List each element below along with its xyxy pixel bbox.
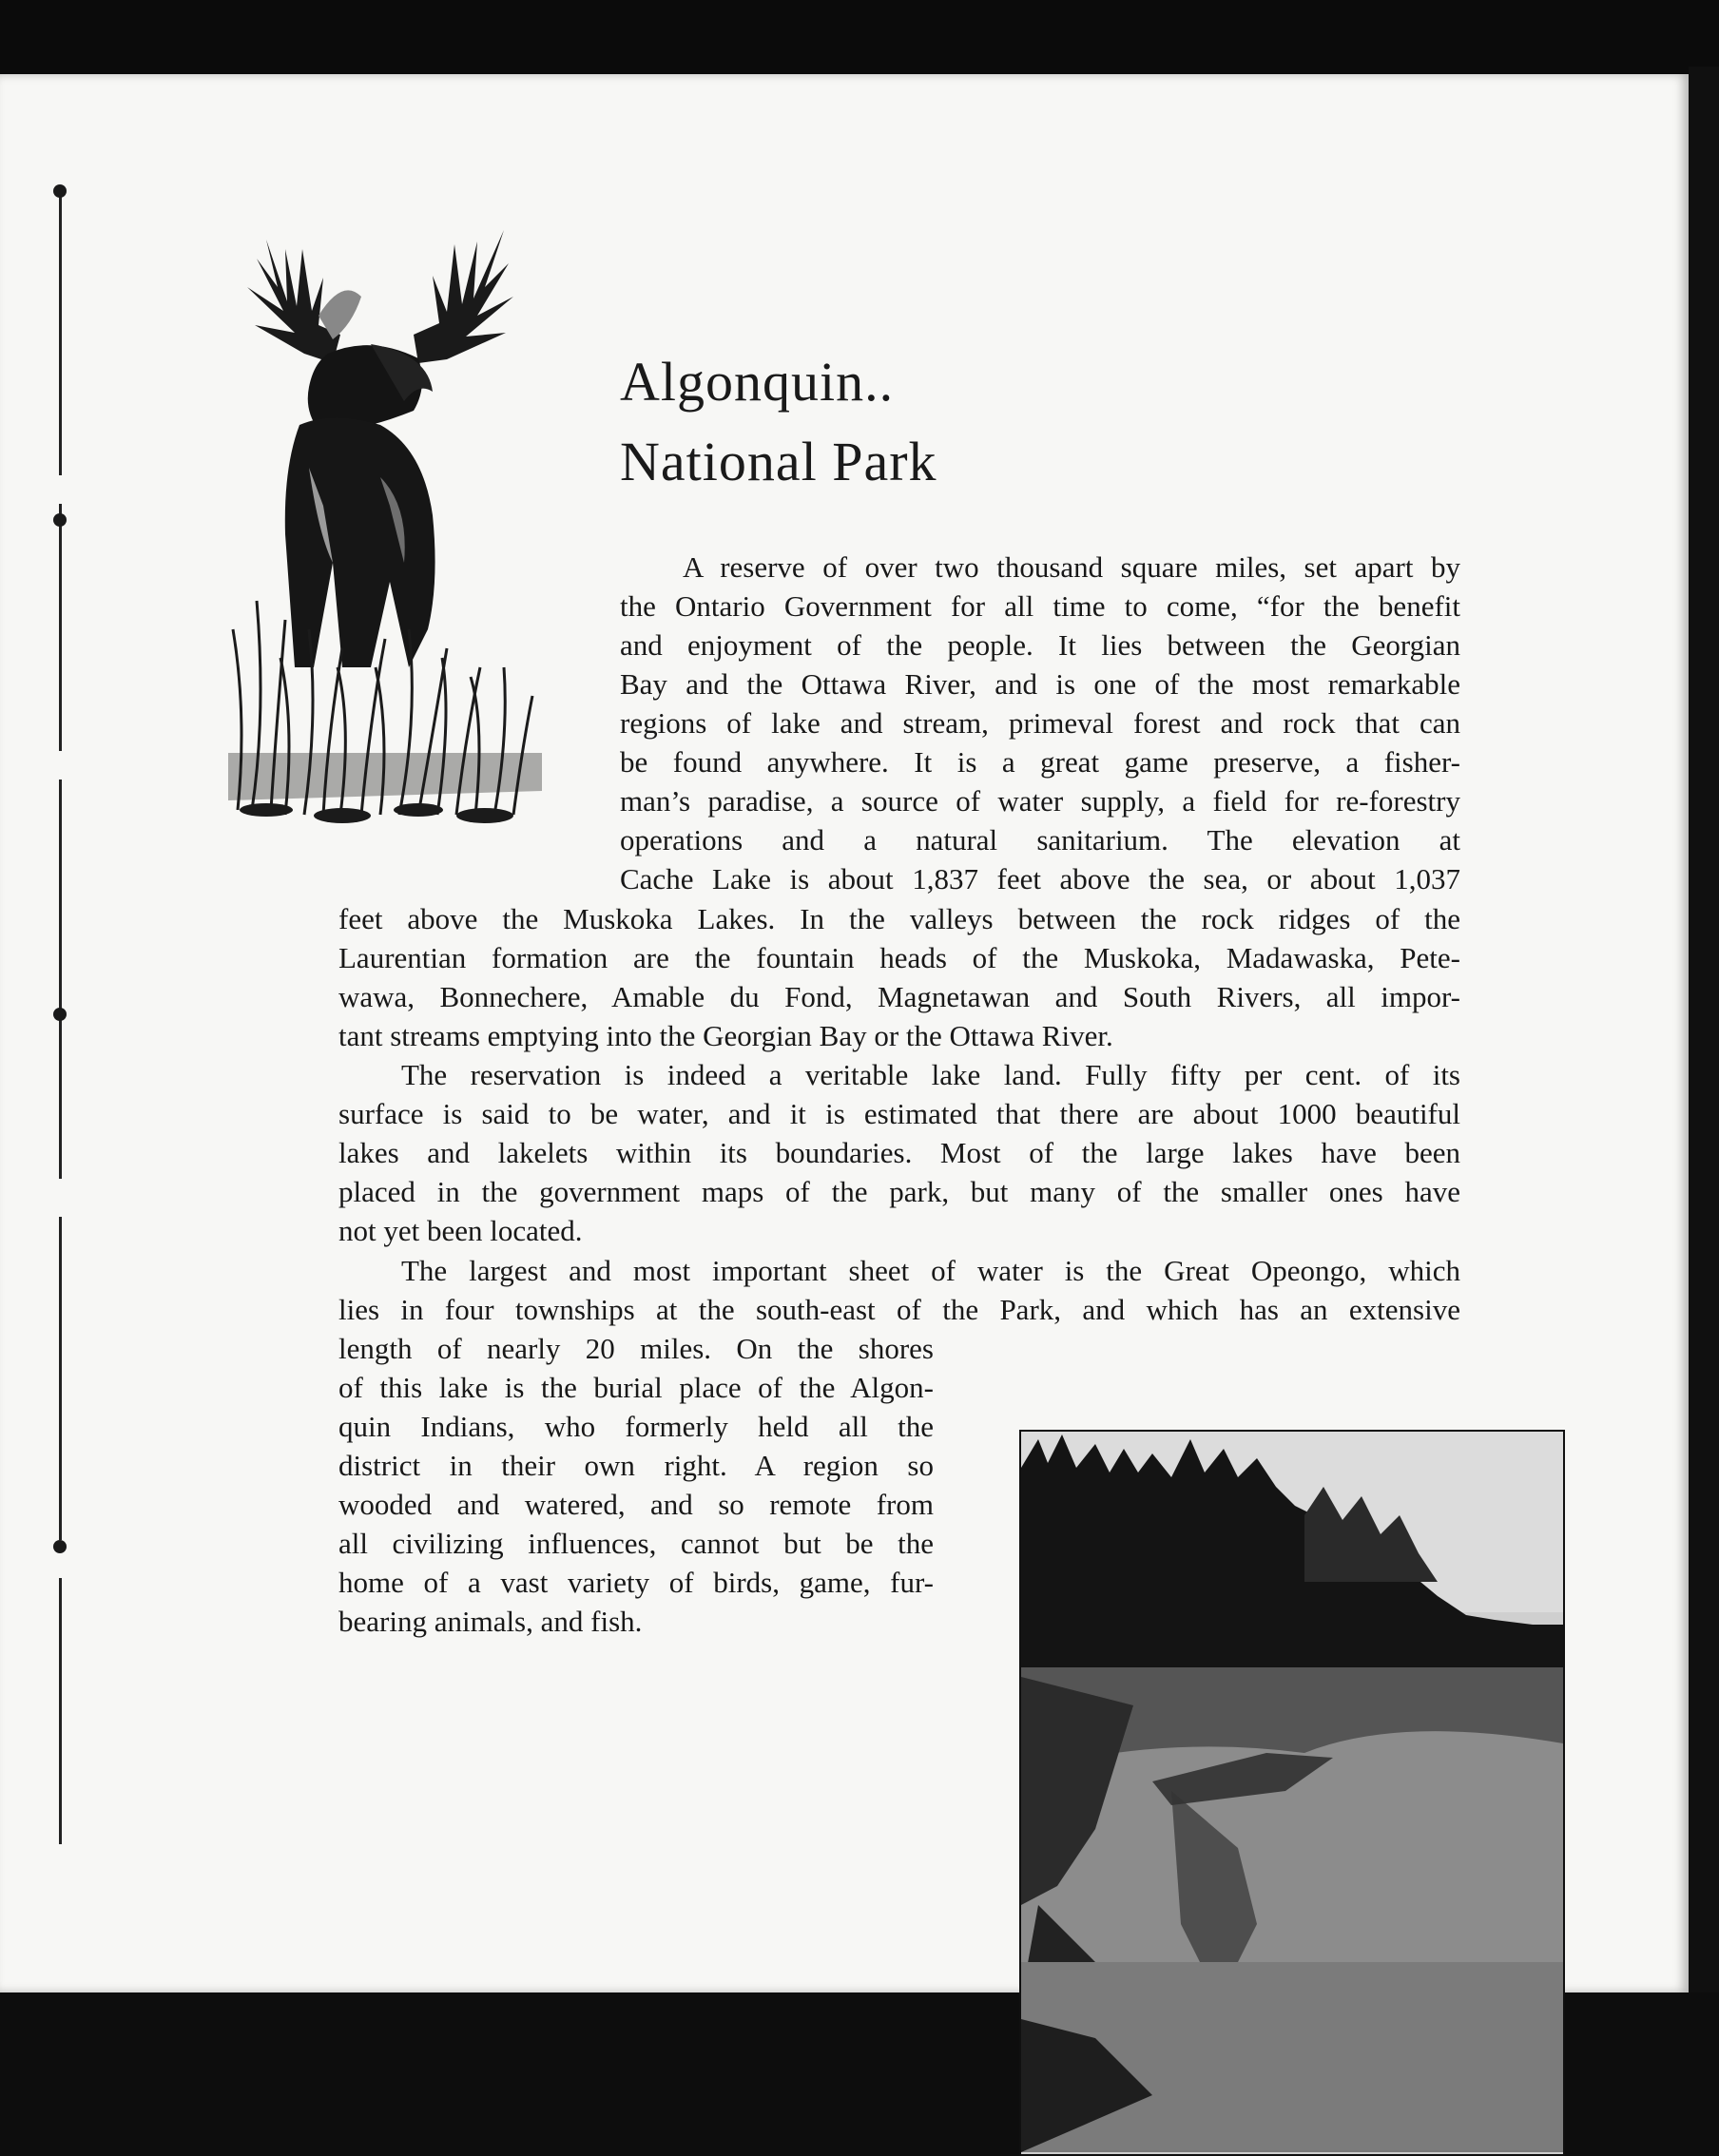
text-line: of this lake is the burial place of the Algon- — [338, 1371, 934, 1404]
page-title — [620, 342, 1190, 502]
text-line: district in their own right. A region so — [338, 1449, 934, 1482]
text-line: tant streams emptying into the Georgian Bay or the Ottawa River. — [338, 1019, 1113, 1052]
text-line: The reservation is indeed a veritable lake land. Fully fifty per cent. of its — [401, 1058, 1460, 1091]
text-line: Laurentian formation are the fountain heads of the Muskoka, Madawaska, Pete- — [338, 941, 1460, 974]
text-line: bearing animals, and fish. — [338, 1605, 643, 1638]
text-line: feet above the Muskoka Lakes. In the valleys between the rock ridges of the — [338, 902, 1460, 935]
text-line: home of a vast variety of birds, game, fur- — [338, 1566, 934, 1599]
text-line: Cache Lake is about 1,837 feet above the sea, or about 1,037 — [620, 862, 1460, 895]
paragraph-2 — [338, 1055, 1460, 1250]
text-line: lakes and lakelets within its boundaries. Most of the large lakes have been — [338, 1136, 1460, 1169]
text-line: man’s paradise, a source of water supply, a field for re-forestry — [620, 784, 1460, 818]
paragraph-3-part-a — [338, 1251, 1460, 1329]
text-line: quin Indians, who formerly held all the — [338, 1410, 934, 1443]
paragraph-1-part-b — [338, 899, 1460, 1055]
lake-photograph — [1019, 1430, 1565, 2156]
scan-border-top — [0, 0, 1719, 86]
text-line: not yet been located. — [338, 1214, 583, 1247]
title-line-1: Algonquin.. — [620, 351, 895, 413]
text-line: lies in four townships at the south-east of the Park, and which has an extensive — [338, 1293, 1460, 1326]
paragraph-1-part-a — [620, 548, 1460, 898]
scan-border-right — [1689, 67, 1719, 1992]
text-line: all civilizing influences, cannot but be the — [338, 1527, 934, 1560]
text-line: be found anywhere. It is a great game preserve, a fisher- — [620, 745, 1460, 779]
text-line: wooded and watered, and so remote from — [338, 1488, 934, 1521]
text-line: the Ontario Government for all time to come, “for the benefit — [620, 589, 1460, 623]
paragraph-3-part-b — [338, 1329, 934, 1641]
text-line: length of nearly 20 miles. On the shores — [338, 1332, 934, 1365]
text-line: A reserve of over two thousand square miles, set apart by — [683, 550, 1460, 584]
text-line: operations and a natural sanitarium. The elevation at — [620, 823, 1460, 857]
binding-stitches — [53, 190, 67, 1882]
text-line: surface is said to be water, and it is estimated that there are about 1000 beautiful — [338, 1097, 1460, 1130]
text-line: regions of lake and stream, primeval forest and rock that can — [620, 706, 1460, 740]
title-line-2: National Park — [620, 431, 937, 492]
text-line: placed in the government maps of the park, but many of the smaller ones have — [338, 1175, 1460, 1208]
text-line: wawa, Bonnechere, Amable du Fond, Magnetawan and South Rivers, all impor- — [338, 980, 1460, 1013]
text-line: Bay and the Ottawa River, and is one of the most remarkable — [620, 667, 1460, 701]
text-line: The largest and most important sheet of water is the Great Opeongo, which — [401, 1254, 1460, 1287]
moose-illustration — [228, 221, 542, 848]
text-line: and enjoyment of the people. It lies between the Georgian — [620, 628, 1460, 662]
